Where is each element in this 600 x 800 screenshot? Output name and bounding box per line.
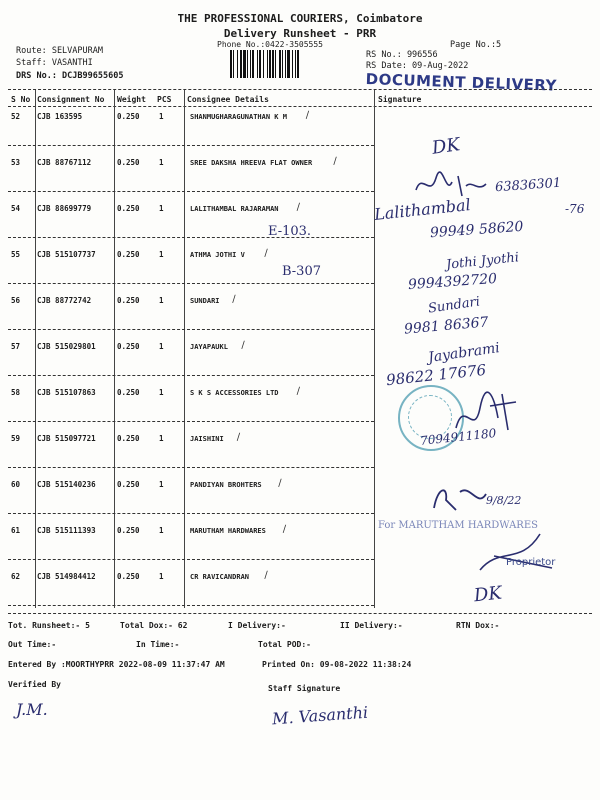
row-weight: 0.250 (117, 296, 140, 305)
row-sno: 53 (11, 158, 21, 167)
row-consignee: ATHMA JOTHI V (190, 251, 245, 259)
table-top-rule (8, 89, 592, 90)
tick-mark-icon: ∕ (236, 432, 241, 443)
rs-number: RS No.: 996556 (366, 50, 438, 60)
handwritten-note: B-307 (282, 264, 321, 279)
row-sno: 55 (11, 250, 21, 259)
col-header-sno: S No (11, 95, 31, 104)
row-consignee: MARUTHAM HARDWARES (190, 527, 266, 535)
row-consignment-no: CJB 88699779 (37, 204, 92, 213)
row-separator (8, 191, 374, 192)
row-weight: 0.250 (117, 572, 140, 581)
row-pcs: 1 (159, 388, 164, 397)
row-pcs: 1 (159, 158, 164, 167)
row-weight: 0.250 (117, 526, 140, 535)
out-time: Out Time:- (8, 640, 57, 649)
row-separator (8, 329, 374, 330)
row-pcs: 1 (159, 112, 164, 121)
row-consignment-no: CJB 88767112 (37, 158, 92, 167)
row-sno: 57 (11, 342, 21, 351)
col-header-signature: Signature (378, 95, 422, 104)
row-consignment-no: CJB 515107863 (37, 388, 96, 397)
row-weight: 0.250 (117, 204, 140, 213)
row-sno: 60 (11, 480, 21, 489)
signature-date: 9/8/22 (486, 494, 522, 507)
row-separator (8, 375, 374, 376)
col-divider (184, 90, 185, 608)
phone-number: Phone No.:0422-3505555 (217, 40, 323, 49)
row-separator (8, 145, 374, 146)
tick-mark-icon: ∕ (296, 386, 300, 397)
row-sno: 52 (11, 112, 21, 121)
row-consignee: JAISHINI (190, 435, 224, 443)
signature: Lalithambal (373, 194, 472, 225)
row-sno: 58 (11, 388, 21, 397)
row-consignment-no: CJB 163595 (37, 112, 83, 121)
row-separator (8, 467, 374, 468)
tick-mark-icon: ∕ (232, 294, 236, 305)
col-header-consignee: Consignee Details (187, 95, 269, 104)
tick-mark-icon: ∕ (264, 248, 268, 259)
tot-runsheet: Tot. Runsheet:- 5 (8, 621, 90, 630)
row-weight: 0.250 (117, 250, 140, 259)
signature-scribble (470, 526, 560, 576)
row-separator (8, 513, 374, 514)
row-consignee: SREE DAKSHA HREEVA FLAT OWNER (190, 159, 313, 167)
total-pod: Total POD:- (258, 640, 311, 649)
i-delivery: I Delivery:- (228, 621, 286, 630)
signature-phone: 9981 86367 (403, 314, 490, 338)
row-pcs: 1 (159, 526, 164, 535)
document-delivery-stamp: DOCUMENT DELIVERY (365, 70, 558, 95)
rs-date: RS Date: 09-Aug-2022 (366, 61, 469, 71)
runsheet-subtitle: Delivery Runsheet - PRR (223, 27, 377, 40)
tick-mark-icon: ∕ (241, 340, 245, 351)
signature-scribble (430, 482, 490, 514)
page-number: Page No.:5 (450, 40, 502, 50)
drs-number: DRS No.: DCJB99655605 (16, 71, 124, 81)
signature-phone: 98622 17676 (385, 360, 487, 390)
row-consignment-no: CJB 515111393 (37, 526, 96, 535)
tick-mark-icon: ∕ (333, 156, 337, 167)
row-pcs: 1 (159, 342, 164, 351)
row-pcs: 1 (159, 434, 164, 443)
row-consignee: CR RAVICANDRAN (190, 573, 250, 581)
row-sno: 61 (11, 526, 21, 535)
signature-phone: 99949 58620 (429, 218, 524, 242)
row-pcs: 1 (159, 480, 164, 489)
signature: DK (430, 134, 462, 159)
col-header-consignment: Consignment No (37, 95, 105, 104)
row-weight: 0.250 (117, 434, 140, 443)
row-pcs: 1 (159, 204, 164, 213)
proprietor-label: Proprietor (506, 557, 556, 568)
row-separator (8, 283, 374, 284)
row-sno: 62 (11, 572, 21, 581)
barcode-icon (230, 50, 352, 78)
row-separator (8, 237, 374, 238)
row-consignee: JAYAPAUKL (190, 343, 228, 351)
staff-signature-label: Staff Signature (268, 684, 341, 693)
row-separator (8, 421, 374, 422)
row-sno: 59 (11, 434, 21, 443)
total-dox: Total Dox:- 62 (120, 621, 188, 630)
signature-phone: 63836301 (494, 175, 562, 196)
row-consignment-no: CJB 88772742 (37, 296, 92, 305)
tick-mark-icon: ∕ (282, 524, 287, 535)
row-weight: 0.250 (117, 158, 140, 167)
row-consignee: SUNDARI (190, 297, 220, 305)
verified-by: Verified By (8, 680, 61, 689)
route-label: Route: SELVAPURAM (16, 46, 103, 56)
row-weight: 0.250 (117, 388, 140, 397)
row-consignee: SHANMUGHARAGUNATHAN K M (190, 113, 287, 121)
row-consignee: PANDIYAN BROHTERS (190, 481, 262, 489)
signature: DK (472, 582, 503, 607)
row-sno: 54 (11, 204, 21, 213)
col-header-weight: Weight (117, 95, 146, 104)
row-weight: 0.250 (117, 112, 140, 121)
footer-rule (8, 613, 592, 614)
row-pcs: 1 (159, 250, 164, 259)
in-time: In Time:- (136, 640, 180, 649)
col-header-pcs: PCS (157, 95, 172, 104)
row-weight: 0.250 (117, 342, 140, 351)
table-header-rule (8, 106, 592, 107)
row-consignee: S K S ACCESSORIES LTD (190, 389, 279, 397)
staff-label: Staff: VASANTHI (16, 58, 93, 68)
signature-phone: 7094911180 (419, 426, 497, 448)
tick-mark-icon: ∕ (278, 478, 282, 489)
col-divider (374, 90, 375, 608)
row-consignment-no: CJB 515097721 (37, 434, 96, 443)
row-separator (8, 605, 374, 606)
ii-delivery: II Delivery:- (340, 621, 403, 630)
signature: Sundari (427, 294, 481, 317)
printed-on: Printed On: 09-08-2022 11:38:24 (262, 660, 412, 669)
row-separator (8, 559, 374, 560)
staff-signature: M. Vasanthi (271, 702, 369, 729)
row-consignment-no: CJB 515140236 (37, 480, 96, 489)
hardware-stamp: For MARUTHAM HARDWARES (378, 520, 538, 531)
tick-mark-icon: ∕ (264, 570, 268, 581)
tick-mark-icon: ∕ (305, 110, 310, 121)
row-consignment-no: CJB 515029801 (37, 342, 96, 351)
row-sno: 56 (11, 296, 21, 305)
row-consignment-no: CJB 515107737 (37, 250, 96, 259)
row-weight: 0.250 (117, 480, 140, 489)
row-consignee: LALITHAMBAL RAJARAMAN (190, 205, 279, 213)
rtn-dox: RTN Dox:- (456, 621, 500, 630)
col-divider (35, 90, 36, 608)
col-divider (114, 90, 115, 608)
handwritten-note: E-103. (268, 224, 312, 239)
signature-phone-extra: -76 (565, 202, 585, 216)
signature: Jayabrami (427, 340, 501, 366)
verified-signature: J.M. (16, 700, 48, 719)
entered-by: Entered By :MOORTHYPRR 2022-08-09 11:37:47 AM (8, 660, 225, 669)
row-pcs: 1 (159, 296, 164, 305)
signature: Jothi Jyothi (445, 250, 520, 273)
company-title: THE PROFESSIONAL COURIERS, Coimbatore (177, 12, 423, 25)
row-pcs: 1 (159, 572, 164, 581)
row-consignment-no: CJB 514984412 (37, 572, 96, 581)
tick-mark-icon: ∕ (296, 202, 300, 213)
signature-phone: 9994392720 (407, 270, 498, 294)
